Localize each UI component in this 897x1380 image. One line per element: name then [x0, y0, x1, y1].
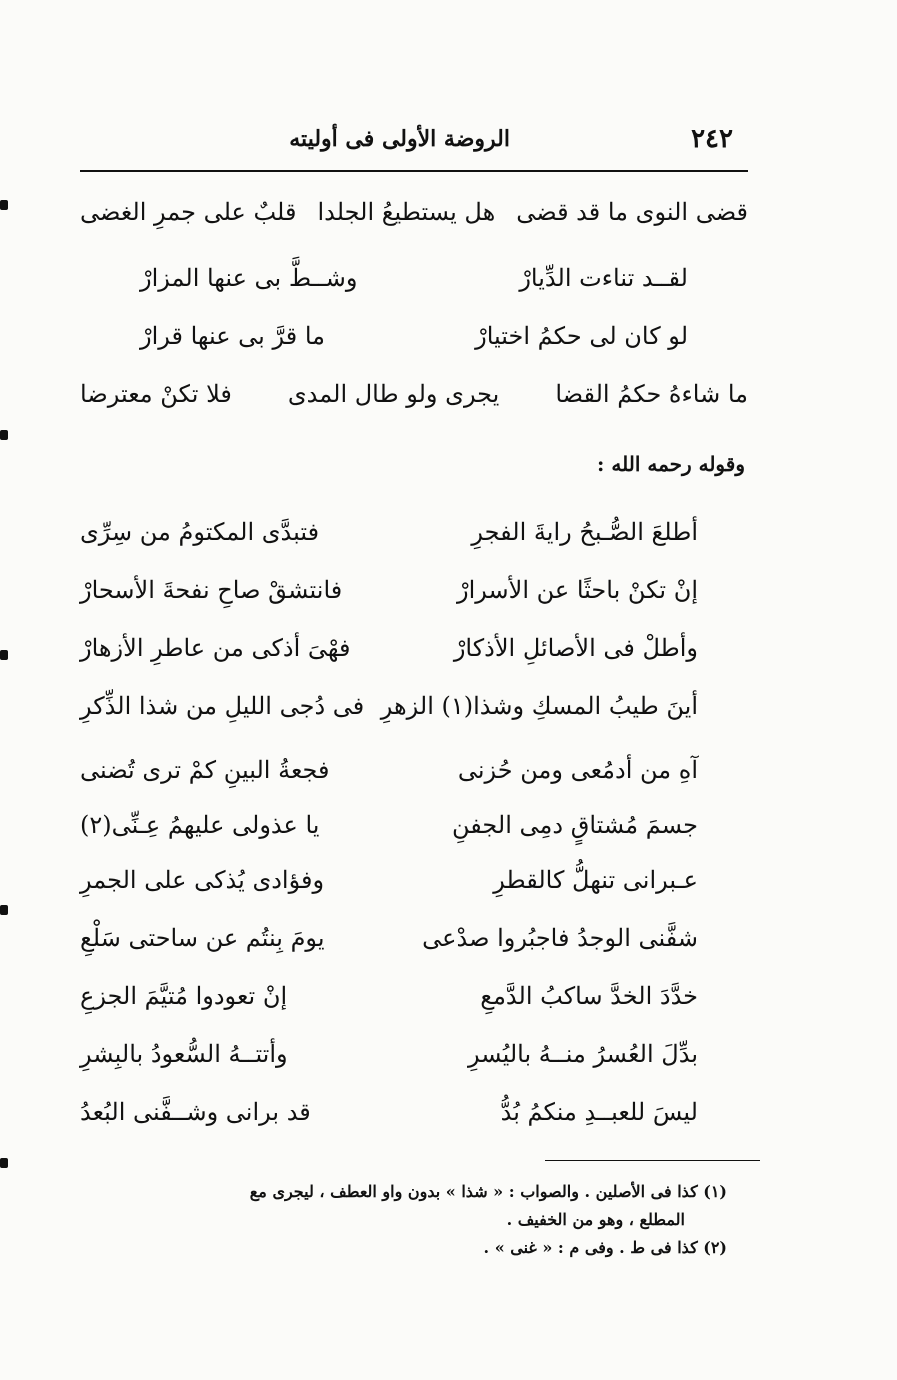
poem-introduction: وقوله رحمه الله :: [597, 452, 745, 476]
verse-first-hemistich: جسمَ مُشتاقٍ دمِى الجفنِ: [452, 810, 698, 839]
verse-first-hemistich: أينَ طيبُ المسكِ وشذا(١) الزهرِ: [380, 691, 698, 720]
verse-second-hemistich: فانتشقْ صاحِ نفحةَ الأسحارْ: [80, 575, 343, 604]
verse-first-hemistich: ما شاءهُ حكمُ القضا: [555, 379, 748, 408]
verse-first-hemistich: آهِ من أدمُعى ومن حُزنى: [457, 755, 698, 784]
page-header: [95, 118, 745, 168]
verse: [80, 368, 748, 420]
verse-second-hemistich: قد برانى وشــفَّنى البُعدُ: [80, 1097, 311, 1126]
verse-first-hemistich: لو كان لى حكمُ اختيارْ: [475, 321, 688, 350]
verse-second-hemistich: يومَ بِنتُم عن ساحتى سَلْعِ: [80, 923, 325, 952]
footnotes: [127, 1178, 727, 1262]
verse-continuation: قلبٌ على جمرِ الغضى: [80, 197, 297, 226]
verse: [80, 1083, 698, 1141]
footnote-rule: [545, 1160, 760, 1161]
verse-second-hemistich: يجرى ولو طال المدى: [287, 379, 500, 408]
verse-first-hemistich: أطلعَ الصُّـبحُ رايةَ الفجرِ: [471, 517, 698, 546]
poem-1-verse-4: [80, 368, 748, 420]
verse-second-hemistich: إنْ تعودوا مُتيَّمَ الجزعِ: [80, 981, 288, 1010]
page-number: ٢٤٢: [691, 124, 733, 154]
verse-first-hemistich: إنْ تكنْ باحثًا عن الأسرارْ: [457, 575, 698, 604]
verse-second-hemistich: ما قرَّ بى عنها قرارْ: [140, 321, 325, 350]
verse: [80, 741, 698, 799]
verse: [80, 909, 698, 967]
verse-continuation: فلا تكنْ معترضا: [80, 379, 232, 408]
verse-first-hemistich: ليسَ للعبــدِ منكمُ بُدُّ: [500, 1097, 698, 1126]
verse-second-hemistich: وفؤادى يُذكى على الجمرِ: [80, 865, 325, 894]
header-rule: [80, 170, 748, 172]
verse-first-hemistich: وأطلْ فى الأصائلِ الأذكارْ: [453, 633, 698, 662]
verse: [140, 310, 688, 362]
margin-mark: [0, 905, 8, 915]
poem-1-verse-3: [80, 310, 748, 362]
verse-second-hemistich: فتبدَّى المكتومُ من سِرِّى: [80, 517, 320, 546]
poem-1-verse-2: [80, 252, 748, 304]
poem-2: [80, 503, 748, 1141]
verse: [80, 561, 698, 619]
verse-second-hemistich: فجعةُ البينِ كمْ ترى تُضنى: [80, 755, 330, 784]
verse-first-hemistich: لقــد تناءت الدِّيارْ: [519, 263, 688, 292]
verse: [80, 619, 698, 677]
margin-mark: [0, 1158, 8, 1168]
footnote-1-continuation: المطلع ، وهو من الخفيف .: [506, 1210, 685, 1229]
verse-second-hemistich: وأتتــهُ السُّعودُ بالبِشرِ: [80, 1039, 288, 1068]
verse: [80, 799, 698, 851]
running-title: الروضة الأولى فى أوليته: [289, 126, 510, 152]
margin-mark: [0, 650, 8, 660]
verse-first-hemistich: خدَّدَ الخدَّ ساكبُ الدَّمعِ: [480, 981, 698, 1010]
verse-second-hemistich: يا عذولى عليهمُ عِـنِّى(٢): [80, 810, 320, 839]
verse-second-hemistich: وشــطَّ بى عنها المزارْ: [140, 263, 358, 292]
verse-second-hemistich: فى دُجى الليلِ من شذا الذِّكرِ: [80, 691, 365, 720]
verse: [80, 188, 748, 236]
verse-first-hemistich: قضى النوى ما قد قضى: [516, 197, 748, 226]
footnote-2: (٢) كذا فى ط . وفى م : « غنى » .: [483, 1238, 727, 1257]
footnote-1: (١) كذا فى الأصلين . والصواب : « شذا » بدون واو العطف ، ليجرى مع: [249, 1182, 727, 1201]
verse-second-hemistich: هل يستطيعُ الجلدا: [317, 197, 496, 226]
verse: [80, 503, 698, 561]
verse: [80, 677, 698, 735]
margin-mark: [0, 200, 8, 210]
verse: [140, 252, 688, 304]
verse-first-hemistich: عـبرانى تنهلُّ كالقطرِ: [493, 865, 698, 894]
poem-1: [80, 188, 748, 236]
verse-second-hemistich: فهْىَ أذكى من عاطرِ الأزهارْ: [80, 633, 351, 662]
verse-first-hemistich: بدِّلَ العُسرُ منــهُ باليُسرِ: [467, 1039, 698, 1068]
verse: [80, 1025, 698, 1083]
margin-mark: [0, 430, 8, 440]
verse-first-hemistich: شفَّنى الوجدُ فاجبُروا صدْعى: [422, 923, 698, 952]
verse: [80, 967, 698, 1025]
verse: [80, 851, 698, 909]
